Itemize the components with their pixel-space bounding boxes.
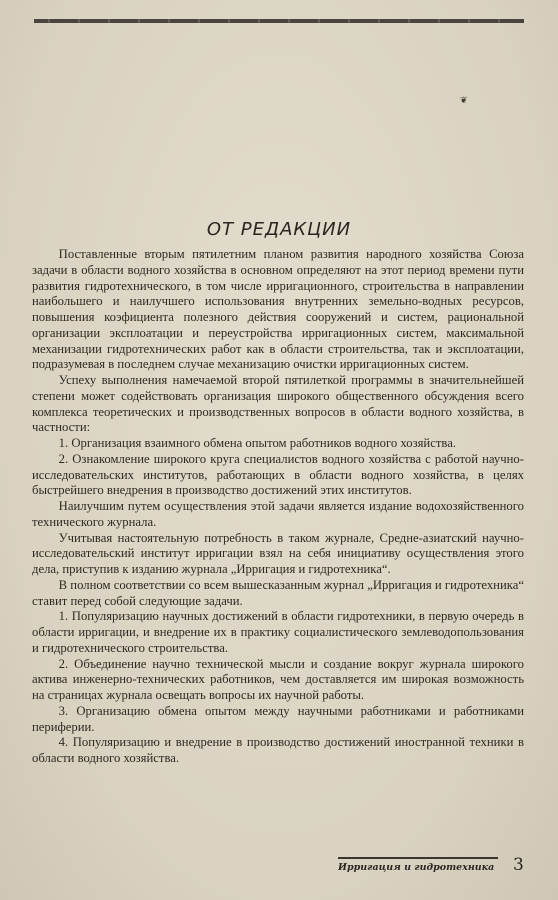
list-item: 3. Организацию обмена опытом между научными работниками и работниками периферии. bbox=[32, 703, 524, 734]
paragraph: В полном соответствии со всем вышесказанным журнал „Ирригация и гидротехника“ ставит перед собой следующие задачи. bbox=[32, 577, 524, 608]
paragraph: Успеху выполнения намечаемой второй пятилеткой программы в значительнейшей степени может содействовать организация широкого общественного обсуждения всего комплекса теоретических и производственных вопросов в области водного хозяйства, в частности: bbox=[32, 373, 524, 435]
paragraph: Учитывая настоятельную потребность в таком журнале, Средне-азиатский научно-исследовательский институт ирригации взял на себя инициативу осуществления этого дела, приступив к изданию журнала „Ирригация и гидротехника“. bbox=[32, 530, 524, 576]
ornament-mark: ❦ bbox=[460, 96, 468, 106]
paragraph: Наилучшим путем осуществления этой задачи является издание водохозяйственного технического журнала. bbox=[32, 499, 524, 529]
list-item: 2. Объединение научно технической мысли и создание вокруг журнала широкого актива инженерно-технических работников, чем доставляется им широкая возможность на страницах журнала освещать вопросы их научной работы. bbox=[32, 656, 524, 702]
top-rule bbox=[34, 19, 524, 23]
page-number: 3 bbox=[513, 855, 524, 875]
article-body bbox=[32, 247, 524, 767]
footer-rule bbox=[338, 857, 498, 859]
list-item: 2. Ознакомление широкого круга специалистов водного хозяйства с работой научно-исследовательских институтов, работающих в области водного хозяйства, в целях быстрейшего внедрения в производство достижений этих институтов. bbox=[32, 451, 524, 498]
article-heading: ОТ РЕДАКЦИИ bbox=[206, 219, 352, 240]
list-item: 1. Организация взаимного обмена опытом работников водного хозяйства. bbox=[58, 436, 457, 450]
list-item: 4. Популяризацию и внедрение в производство достижений иностранной техники в области водного хозяйства. bbox=[32, 735, 524, 765]
paragraph: Поставленные вторым пятилетним планом развития народного хозяйства Союза задачи в области водного хозяйства в основном определяют на этот период времени пути развития гидротехнического, в том числе ирригационного, строительства в направлении наибольшего и наилучшего использования внутренних земельно-водных ресурсов, повышения коэфициента полезного действия сооружений и систем, рациональной организации эксплоатации и переустройства ирригационных систем, максимальной механизации гидротехнических работ как в области строительства, так и эксплоатации, подразумевая в последнем случае механизацию очистки ирригационных систем. bbox=[32, 247, 524, 372]
list-item: 1. Популяризацию научных достижений в области гидротехники, в первую очередь в области ирригации, и внедрение их в практику социалистического землеводопользования и гидротехнического строительства. bbox=[32, 609, 524, 655]
footer-journal-title: Ирригация и гидротехника bbox=[338, 862, 495, 873]
